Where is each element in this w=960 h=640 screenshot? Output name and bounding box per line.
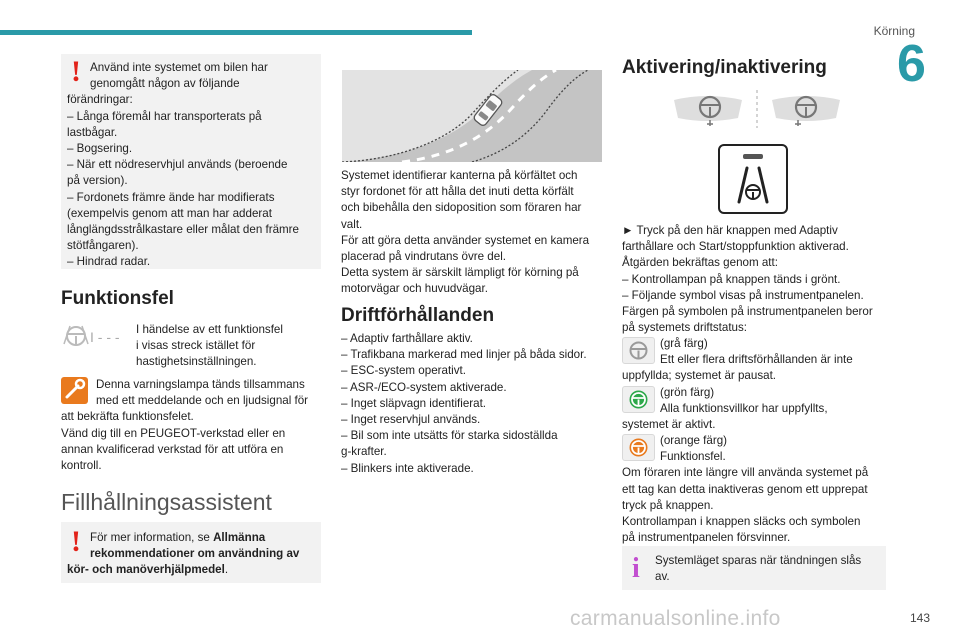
lane-keeping-illustration [342, 70, 602, 162]
grey-status-text: (grå färg) Ett eller flera driftsförhållanden är inte uppfyllda; systemet är pausat. [622, 337, 853, 383]
funktionsfel-heading: Funktionsfel [61, 288, 174, 309]
lamp-description: Denna varningslampa tänds tillsammans med ett meddelande och en ljudsignal för att bekräfta funktionsfelet. Vänd dig till en PEUGEOT-verkstad eller en annan kvalificerad verkstad för att utföra en kontroll. [61, 378, 309, 473]
info-icon: i [632, 553, 640, 584]
aktivering-heading: Aktivering/inaktivering [622, 57, 827, 78]
lane-fault-icon [62, 322, 128, 350]
warning-text-info: För mer information, se Allmänna rekommendationer om användning av kör- och manöverhjälpmedel. [67, 531, 300, 577]
system-description: Systemet identifierar kanterna på körfältet och styr fordonet för att hålla det inuti detta körfält och bibehålla den sidoposition som föraren har valt. För att göra detta använder systemet en kamera placerad på vindrutans övre del. Detta system är särskilt lämpligt för körning på motorvägar och huvudvägar. [341, 169, 590, 296]
page-number: 143 [909, 611, 930, 625]
header-accent-bar [0, 30, 472, 35]
warning-text-modifications: Använd inte systemet om bilen har genomgått någon av följande förändringar: – Långa föremål har transporterats på lastbågar. – Bogsering. – När ett nödreservhjul används (beroende på version). – Fordonets främre ände har modifierats (exempelvis genom att man har adderat långlängdsstrålkastare eller målat den främre stötfångaren). – Hindrad radar. [67, 61, 299, 269]
operating-conditions-list: – Adaptiv farthållare aktiv. – Trafikbana markerad med linjer på båda sidor. – ESC-system operativt. – ASR-/ECO-system aktiverade. – Inget släpvagn identifierat. – Inget reservhjul används. – Bil som inte utsätts för starka sidoställda g-krafter. – Blinkers inte aktiverade. [341, 332, 587, 475]
section-label: Körning [873, 24, 915, 38]
svg-text:I - - -: I - - - [90, 329, 120, 345]
warning-icon: ! [71, 55, 81, 88]
orange-status-text: (orange färg) Funktionsfel. Om föraren inte längre vill använda systemet på ett tag kan detta inaktiveras genom ett upprepat tryck på knappen. Kontrollampan i knappen släcks och symbolen på instrumentpanelen försvinner. [622, 434, 869, 545]
warning-icon-2: ! [71, 525, 81, 558]
watermark: carmanualsonline.info [570, 607, 781, 630]
green-status-text: (grön färg) Alla funktionsvillkor har uppfyllts, systemet är aktivt. [622, 386, 828, 432]
driftforhallanden-heading: Driftförhållanden [341, 305, 495, 326]
fillhallning-heading: Fillhållningsassistent [61, 489, 272, 515]
activation-instructions: ► Tryck på den här knappen med Adaptiv farthållare och Start/stoppfunktion aktiverad. Åtgärden bekräftas genom att: – Kontrollampan på knappen tänds i grönt. – Följande symbol visas på instrumentpanelen. Färgen på symbolen på instrumentpanelen beror på systemets driftstatus: [622, 224, 873, 335]
fault-description: I händelse av ett funktionsfel i visas streck istället för hastighetsinställningen. [136, 323, 283, 369]
steering-wheel-controls-illustration [672, 90, 842, 128]
chapter-number: 6 [897, 35, 926, 93]
info-text-memory: Systemläget sparas när tändningen slås av. [655, 554, 862, 584]
lane-keeping-button[interactable] [718, 144, 788, 214]
